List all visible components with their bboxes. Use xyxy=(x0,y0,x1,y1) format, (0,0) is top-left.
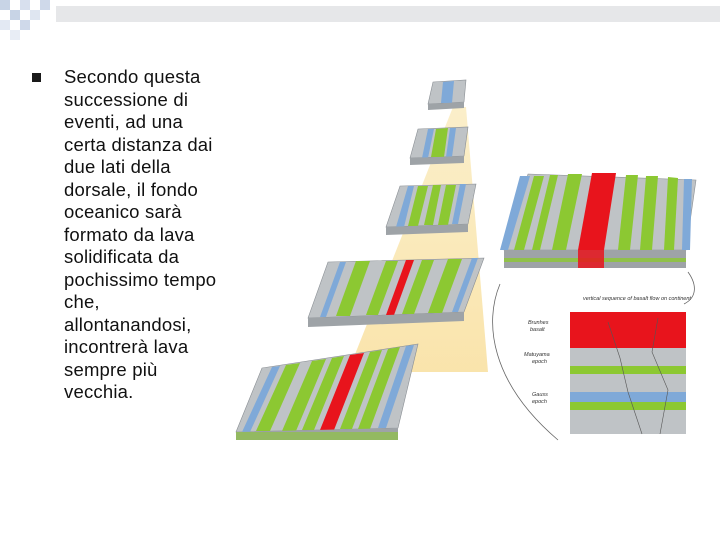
epoch-label-2-name: Matuyama xyxy=(524,352,550,358)
epoch-label-1-name: Brunhes xyxy=(528,320,549,326)
seafloor-spreading-diagram xyxy=(228,72,698,444)
bullet-text: Secondo questa successione di eventi, ad una certa distanza dai due lati della dorsale, il fondo oceanico sarà formato da lava solidificata da pochissimo tempo che, allontanandosi, incontrerà lava sempre più vecchia. xyxy=(64,66,217,402)
slide-corner-decoration xyxy=(0,0,720,44)
ridge-block-4 xyxy=(308,258,484,327)
connector-curve xyxy=(493,284,558,440)
epoch-label-1-note: basalt xyxy=(530,327,545,333)
bullet-marker-icon xyxy=(32,73,41,82)
ridge-block-5 xyxy=(236,344,418,440)
sequence-caption: vertical sequence of basalt flow on continent xyxy=(583,296,691,302)
epoch-label-2-note: epoch xyxy=(532,359,547,365)
ridge-block-1 xyxy=(428,80,466,110)
bullet-item xyxy=(32,66,222,404)
basalt-sequence-column xyxy=(570,312,686,434)
ridge-block-3 xyxy=(386,184,476,235)
ridge-block-detail xyxy=(500,173,696,268)
ridge-block-2 xyxy=(410,127,468,165)
epoch-label-3-note: epoch xyxy=(532,399,547,405)
epoch-label-3-name: Gauss xyxy=(532,392,548,398)
